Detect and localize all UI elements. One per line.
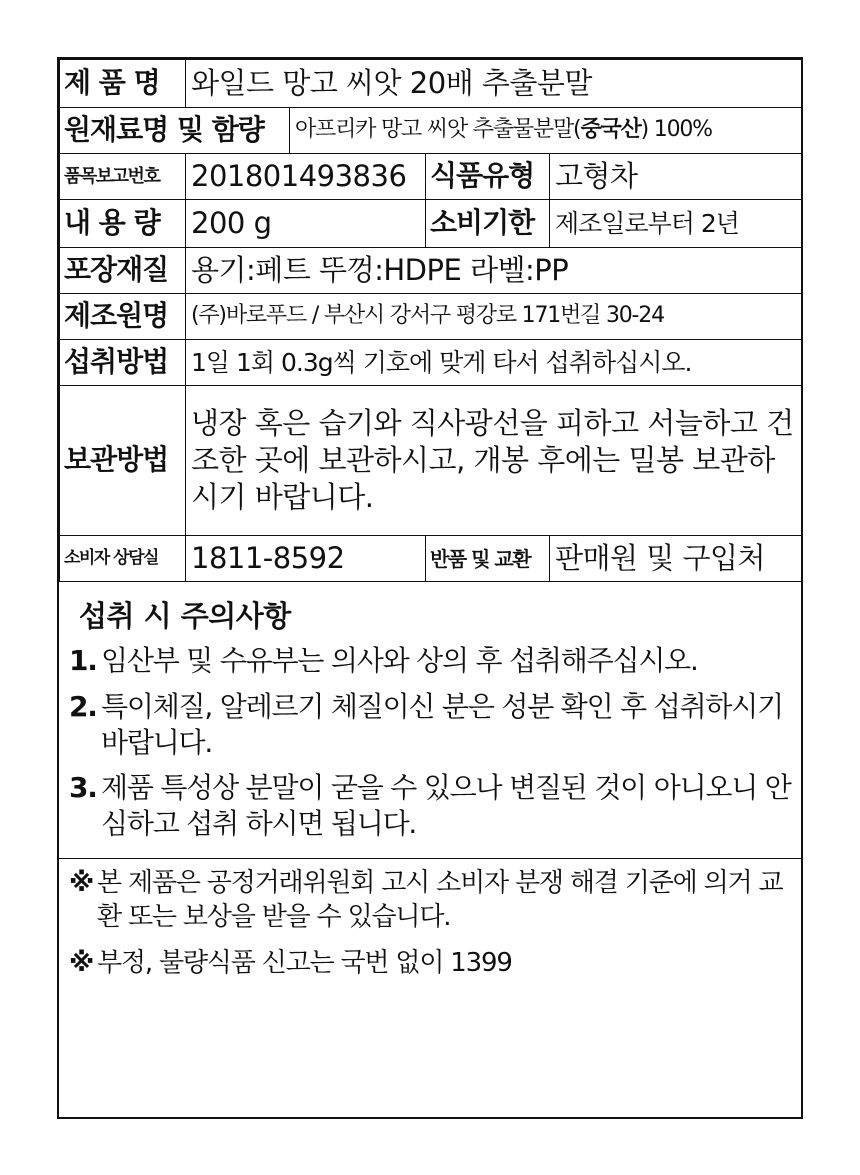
manufacturer-value: (주)바로푸드 / 부산시 강서구 평강로 171번길 30-24: [186, 294, 802, 340]
intake-value: 1일 1회 0.3g씩 기호에 맞게 타서 섭취하십시오.: [186, 340, 802, 386]
product-info-label: [57, 57, 803, 1119]
ingredients-suffix: ) 100%: [640, 117, 712, 143]
ingredients-label: 원재료명 및 함량: [60, 108, 290, 154]
caution-item: [69, 643, 791, 679]
product-name-value: 와일드 망고 씨앗 20배 추출분말: [186, 60, 802, 108]
product-name-label: 제 품 명: [60, 60, 186, 108]
storage-value: 냉장 혹은 습기와 직사광선을 피하고 서늘하고 건조한 곳에 보관하시고, 개봉 후에는 밀봉 보관하시기 바랍니다.: [186, 386, 802, 536]
report-no-label: 품목보고번호: [60, 154, 186, 200]
row-intake: [60, 340, 802, 386]
notice-text: 부정, 불량식품 신고는 국번 없이 1399: [97, 947, 512, 978]
row-content-expiry: [60, 200, 802, 248]
packaging-label: 포장재질: [60, 248, 186, 294]
product-info-table: [59, 59, 802, 582]
manufacturer-label: 제조원명: [60, 294, 186, 340]
reference-mark-icon: ※: [69, 868, 94, 899]
origin-country: 중국산: [580, 117, 641, 143]
caution-item-text: 제품 특성상 분말이 굳을 수 있으나 변질된 것이 아니오니 안심하고 섭취 하시면 됩니다.: [101, 771, 791, 841]
returns-label: 반품 및 교환: [426, 536, 550, 582]
notice-item: [69, 867, 791, 935]
caution-list: [69, 643, 791, 842]
row-manufacturer: [60, 294, 802, 340]
caution-section: [59, 582, 801, 859]
caution-title: 섭취 시 주의사항: [79, 599, 291, 633]
report-no-value: 201801493836: [186, 154, 426, 200]
content-value: 200 g: [186, 200, 426, 248]
intake-label: 섭취방법: [60, 340, 186, 386]
consumer-label: 소비자 상담실: [60, 536, 186, 582]
caution-item-number: 3.: [69, 771, 97, 805]
row-storage: [60, 386, 802, 536]
reference-mark-icon: ※: [69, 947, 94, 978]
expiry-value: 제조일로부터 2년: [550, 200, 802, 248]
row-report-type: [60, 154, 802, 200]
row-consumer-returns: [60, 536, 802, 582]
storage-label: 보관방법: [60, 386, 186, 536]
caution-item-number: 2.: [69, 689, 97, 723]
caution-item-text: 특이체질, 알레르기 체질이신 분은 성분 확인 후 섭취하시기 바랍니다.: [101, 689, 783, 759]
caution-item-number: 1.: [69, 644, 97, 677]
caution-item: [69, 770, 791, 842]
packaging-value: 용기:페트 뚜껑:HDPE 라벨:PP: [186, 248, 802, 294]
consumer-value: 1811-8592: [186, 536, 426, 582]
caution-item-text: 임산부 및 수유부는 의사와 상의 후 섭취해주십시오.: [101, 644, 698, 677]
notice-text: 본 제품은 공정거래위원회 고시 소비자 분쟁 해결 기준에 의거 교환 또는 보상을 받을 수 있습니다.: [97, 868, 783, 932]
caution-item: [69, 689, 791, 761]
notice-item: [69, 947, 791, 981]
row-ingredients: [60, 108, 802, 154]
notice-section: [59, 859, 801, 1000]
content-label: 내 용 량: [60, 200, 186, 248]
ingredients-value: [290, 108, 802, 154]
food-type-value: 고형차: [550, 154, 802, 200]
returns-value: 판매원 및 구입처: [550, 536, 802, 582]
expiry-label: 소비기한: [426, 200, 550, 248]
ingredients-prefix: 아프리카 망고 씨앗 추출물분말(: [295, 117, 581, 143]
row-product-name: [60, 60, 802, 108]
food-type-label: 식품유형: [426, 154, 550, 200]
row-packaging: [60, 248, 802, 294]
